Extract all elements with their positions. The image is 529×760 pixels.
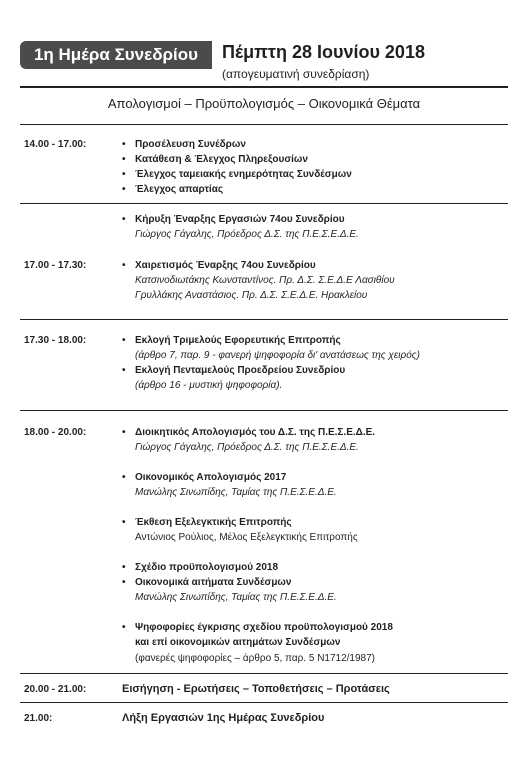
agenda-item <box>122 214 345 225</box>
agenda-item-label: Εκλογή Πενταμελούς Προεδρείου Συνεδρίου <box>135 365 346 376</box>
time-slot-6: 21.00: <box>24 713 53 724</box>
agenda-item-label: Διοικητικός Απολογισμός του Δ.Σ. της Π.Ε.Σ.Ε.Δ.Ε. <box>135 427 376 438</box>
agenda-item: Λήξη Εργασιών 1ης Ημέρας Συνεδρίου <box>122 712 325 724</box>
section-divider <box>20 673 508 674</box>
time-slot-1: 14.00 - 17.00: <box>24 139 87 150</box>
time-slot-3: 17.30 - 18.00: <box>24 335 87 346</box>
bullet: • <box>122 335 126 346</box>
agenda-item <box>122 365 345 376</box>
agenda-item-label: Οικονομικός Απολογισμός 2017 <box>135 472 287 483</box>
section-divider <box>20 410 508 411</box>
bullet: • <box>122 169 126 180</box>
agenda-item <box>122 562 278 573</box>
agenda-item <box>122 139 246 150</box>
agenda-item <box>122 260 316 271</box>
section-divider <box>20 203 508 204</box>
page-subtitle: Απολογισμοί – Προϋπολογισμός – Οικονομικά Θέματα <box>107 96 421 111</box>
agenda-item <box>122 154 308 165</box>
speaker-line: Κατσινοδιωτάκης Κωνσταντίνος. Πρ. Δ.Σ. Σ.Ε.Δ.Ε Λασιθίου <box>135 275 395 286</box>
agenda-item-label: Ψηφοφορίες έγκρισης σχεδίου προϋπολογισμού 2018 <box>135 622 393 633</box>
agenda-item <box>122 577 291 588</box>
agenda-item <box>122 622 393 633</box>
speaker-line: Μανώλης Σινωπίδης, Ταμίας της Π.Ε.Σ.Ε.Δ.Ε. <box>135 592 337 603</box>
header-divider <box>20 86 508 88</box>
day-date: Πέμπτη 28 Ιουνίου 2018 <box>222 42 425 62</box>
bullet: • <box>122 154 126 165</box>
agenda-item-label: Κατάθεση & Έλεγχος Πληρεξουσίων <box>135 154 308 165</box>
time-slot-2: 17.00 - 17.30: <box>24 260 87 271</box>
agenda-item-label: Εκλογή Τριμελούς Εφορευτικής Επιτροπής <box>135 335 341 346</box>
note-line: (άρθρο 16 - μυστική ψηφοφορία). <box>135 380 283 391</box>
agenda-item: Εισήγηση - Ερωτήσεις – Τοποθετήσεις – Προτάσεις <box>122 683 390 695</box>
speaker-line: Γιώργος Γάγαλης, Πρόεδρος Δ.Σ. της Π.Ε.Σ.Ε.Δ.Ε. <box>135 229 359 240</box>
section-divider <box>20 702 508 703</box>
speaker-line: Αντώνιος Ρούλιος, Μέλος Εξελεγκτικής Επιτροπής <box>135 532 358 543</box>
bullet: • <box>122 562 126 573</box>
bullet: • <box>122 184 126 195</box>
agenda-item <box>122 169 352 180</box>
speaker-line: Μανώλης Σινωπίδης, Ταμίας της Π.Ε.Σ.Ε.Δ.Ε. <box>135 487 337 498</box>
agenda-item-label: Κήρυξη Έναρξης Εργασιών 74ου Συνεδρίου <box>135 214 345 225</box>
bullet: • <box>122 622 126 633</box>
agenda-item-label: Έκθεση Εξελεγκτικής Επιτροπής <box>135 517 292 528</box>
section-divider <box>20 319 508 320</box>
bullet: • <box>122 577 126 588</box>
session-label: (απογευματινή συνεδρίαση) <box>222 67 370 81</box>
bullet: • <box>122 517 126 528</box>
note-line: (φανερές ψηφοφορίες – άρθρο 5, παρ. 5 Ν1712/1987) <box>135 653 376 664</box>
note-line: (άρθρο 7, παρ. 9 - φανερή ψηφοφορία δι' ανατάσεως της χειρός) <box>135 350 420 361</box>
agenda-item-label: Προσέλευση Συνέδρων <box>135 139 246 150</box>
bullet: • <box>122 365 126 376</box>
time-slot-4: 18.00 - 20.00: <box>24 427 87 438</box>
agenda-item <box>122 184 223 195</box>
speaker-line: Γρυλλάκης Αναστάσιος. Πρ. Δ.Σ. Σ.Ε.Δ.Ε. Ηρακλείου <box>135 290 368 301</box>
agenda-item-label: Χαιρετισμός Έναρξης 74ου Συνεδρίου <box>135 260 316 271</box>
bullet: • <box>122 139 126 150</box>
bullet: • <box>122 260 126 271</box>
day-badge: 1η Ημέρα Συνεδρίου <box>20 41 212 69</box>
agenda-item <box>122 335 341 346</box>
agenda-item <box>122 517 292 528</box>
agenda-item-label: Έλεγχος ταμειακής ενημερότητας Συνδέσμων <box>135 169 352 180</box>
agenda-item <box>122 427 375 438</box>
bullet: • <box>122 214 126 225</box>
speaker-line: Γιώργος Γάγαλης, Πρόεδρος Δ.Σ. της Π.Ε.Σ.Ε.Δ.Ε. <box>135 442 359 453</box>
agenda-item-label: Έλεγχος απαρτίας <box>135 184 224 195</box>
bullet: • <box>122 472 126 483</box>
agenda-item-continued: και επί οικονομικών αιτημάτων Συνδέσμων <box>135 637 341 648</box>
bullet: • <box>122 427 126 438</box>
agenda-item-label: Σχέδιο προϋπολογισμού 2018 <box>135 562 279 573</box>
time-slot-5: 20.00 - 21.00: <box>24 684 87 695</box>
subtitle-divider <box>20 124 508 125</box>
agenda-item <box>122 472 286 483</box>
agenda-item-label: Οικονομικά αιτήματα Συνδέσμων <box>135 577 292 588</box>
